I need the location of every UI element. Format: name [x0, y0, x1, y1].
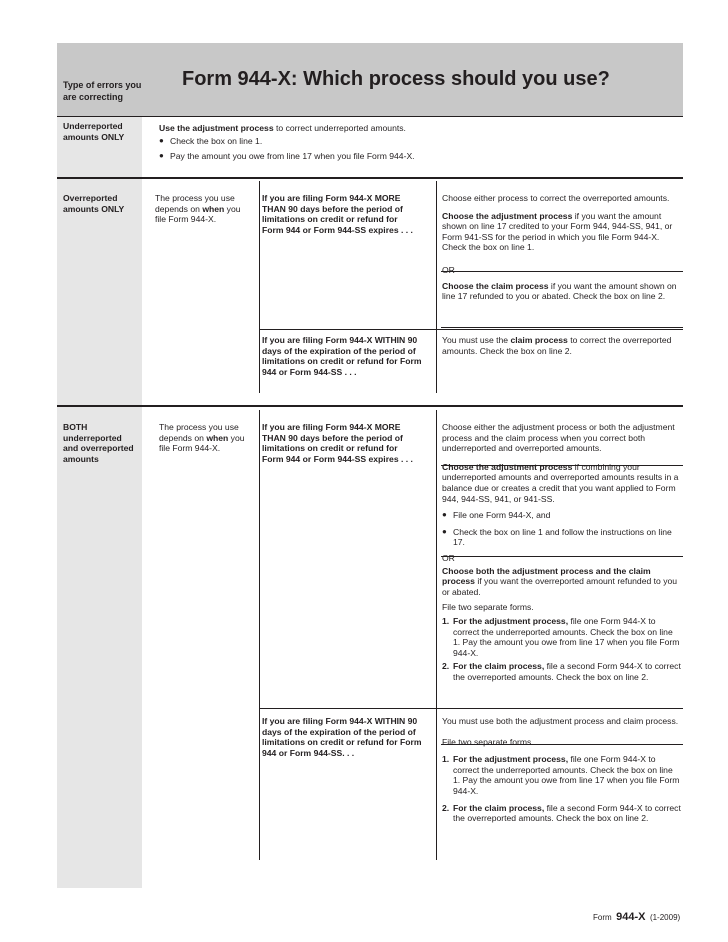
result-either-process: Choose either process to correct the overreported amounts. Choose the adjustment process if you want the amount shown on line 17 credited to your Form 944, 944-SS, 941, or Form 941-SS for the period in which you file Form 944-X. Check the box on line 1. OR Choose the claim process if you want the amount shown on line 17 refunded to you or abated. Check the box on line 2. — [442, 193, 677, 302]
divider — [441, 327, 683, 328]
column-label: Type of errors you are correcting — [63, 80, 142, 102]
divider — [57, 177, 683, 179]
divider — [259, 410, 260, 860]
condition-more-than-90: If you are filing Form 944-X MORE THAN 90 days before the period of limitations on credit or refund for Form 944 or Form 944-SS expires . . . — [262, 422, 413, 464]
divider — [436, 410, 437, 860]
row-label-overreported: Overreported amounts ONLY — [63, 193, 125, 214]
page-title: Form 944-X: Which process should you use? — [182, 68, 610, 90]
footer-form-word: Form — [593, 913, 612, 922]
result-claim-process: You must use the claim process to correct the overreported amounts. Check the box on line 2. — [442, 335, 672, 356]
footer-revision: (1-2009) — [649, 913, 681, 922]
form-footer — [593, 907, 680, 925]
divider — [436, 181, 437, 393]
divider — [259, 181, 260, 393]
result-both-within-90: You must use both the adjustment process and claim process. File two separate forms. 1. For the adjustment process, file one Form 944-X to correct the underreported amounts. Check the box on line 1. Pay the amount you owe from line 17 when you file Form 944-X. 2. For the claim process, file a second Form 944-X to correct the overreported amounts. Check the box on line 2. — [442, 716, 681, 824]
condition-more-than-90: If you are filing Form 944-X MORE THAN 90 days before the period of limitations on credit or refund for Form 944 or Form 944-SS expires . . . — [262, 193, 413, 235]
condition-within-90: If you are filing Form 944-X WITHIN 90 days of the expiration of the period of limitations on credit or refund for Form 944 or Form 944-SS . . . — [262, 335, 422, 377]
result-both-more-than-90: Choose either the adjustment process or both the adjustment process and the claim process when you correct both underreported and overreported amounts. Choose the adjustment process if combining your underreported amounts and overreported amounts results in a balance due or creates a credit that you want applied to Form 944, 944-SS, 941, or 941-SS. ● File one Form 944-X, and ● Check the box on line 1 and follow the instructions on line 17. OR Choose both the adjustment process and the claim process if you want the overreported amount refunded to you or abated. File two separate forms. 1. For the adjustment process, file one Form 944-X to correct the underreported amounts. Check the box on line 1. Pay the amount you owe from line 17 when you file Form 944-X. 2. For the claim process, file a second Form 944-X to correct the overreported amounts. Check the box on line 2. — [442, 422, 682, 682]
divider — [259, 329, 683, 330]
row-label-both: BOTH underreported and overreported amounts — [63, 422, 134, 464]
process-depends-text: The process you use depends on when you file Form 944-X. — [155, 193, 241, 225]
footer-form-number: 944-X — [616, 911, 646, 923]
divider — [57, 405, 683, 407]
divider — [259, 708, 683, 709]
row-label-underreported: Underreported amounts ONLY — [63, 121, 125, 142]
divider — [57, 116, 683, 117]
left-category-column — [57, 116, 142, 888]
process-depends-text: The process you use depends on when you file Form 944-X. — [159, 422, 245, 454]
condition-within-90: If you are filing Form 944-X WITHIN 90 days of the expiration of the period of limitations on credit or refund for Form 944 or Form 944-SS. . . — [262, 716, 422, 758]
underreported-instructions: Use the adjustment process to correct underreported amounts. ● Check the box on line 1. ● Pay the amount you owe from line 17 when you file Form 944-X. — [159, 123, 599, 162]
